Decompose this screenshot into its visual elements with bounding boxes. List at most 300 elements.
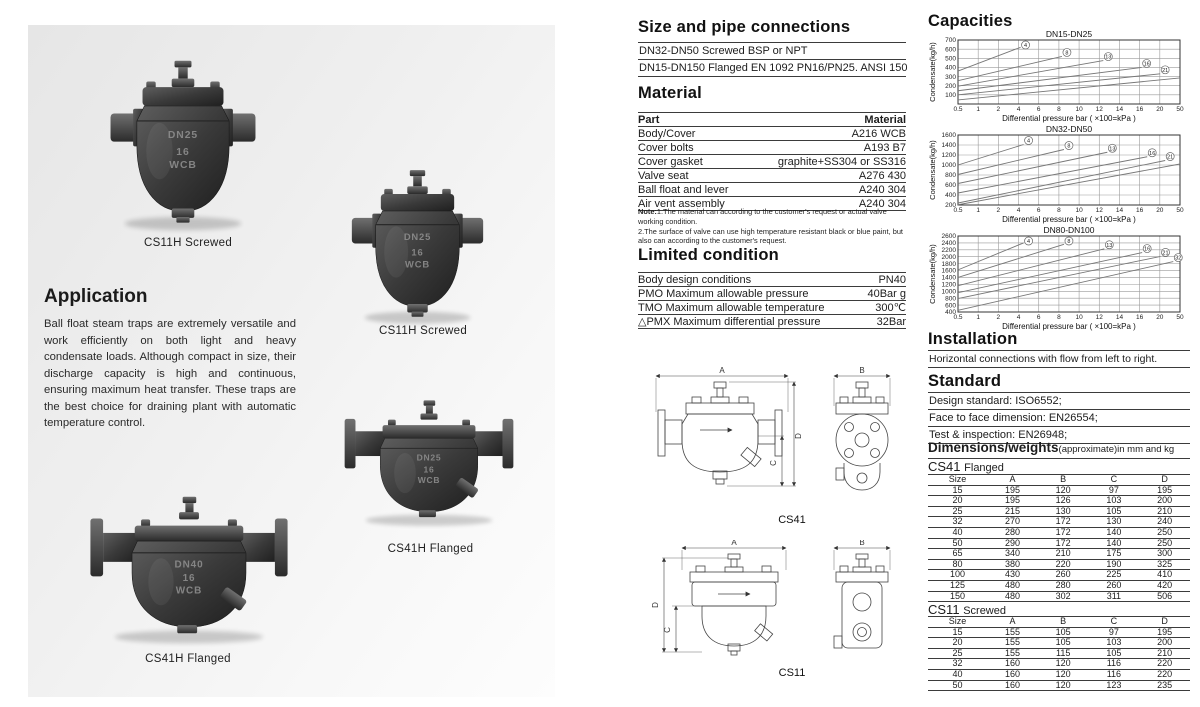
row-label: Cover gasket bbox=[638, 155, 703, 168]
svg-text:2: 2 bbox=[996, 207, 1001, 214]
table-type: Flanged bbox=[964, 462, 1004, 474]
row-value: 300℃ bbox=[875, 302, 906, 314]
row-value: 32Bar bbox=[876, 315, 906, 328]
table-row bbox=[928, 680, 1190, 691]
row-value: A276 430 bbox=[858, 169, 906, 182]
svg-text:50: 50 bbox=[1176, 314, 1184, 321]
svg-text:0.5: 0.5 bbox=[953, 314, 963, 321]
dimension-table-cs41 bbox=[928, 474, 1190, 602]
material-col-part: Part bbox=[638, 113, 660, 126]
row-label: Body/Cover bbox=[638, 127, 696, 140]
list-item: DN15-DN150 Flanged EN 1092 PN16/PN25. ANSI 150 bbox=[638, 60, 906, 77]
casting-text: DN25 bbox=[167, 129, 199, 141]
table-cell: 105 bbox=[1038, 638, 1089, 649]
casting-text: WCB bbox=[175, 585, 203, 597]
table-row bbox=[928, 538, 1190, 549]
table-row bbox=[638, 169, 906, 183]
table-row bbox=[638, 141, 906, 155]
table-row bbox=[928, 627, 1190, 638]
table-row bbox=[928, 580, 1190, 591]
middle-column bbox=[638, 0, 906, 707]
svg-text:1000: 1000 bbox=[941, 288, 956, 296]
row-value: A193 B7 bbox=[863, 141, 906, 154]
column-header: Size bbox=[928, 475, 987, 486]
section-title-installation: Installation bbox=[928, 330, 1018, 348]
material-table-header bbox=[638, 112, 906, 127]
technical-drawing-cs41 bbox=[638, 366, 906, 512]
table-cell: 172 bbox=[1038, 527, 1089, 538]
table-cell: 50 bbox=[928, 538, 987, 549]
table-row bbox=[638, 315, 906, 329]
svg-text:DN80-DN100: DN80-DN100 bbox=[1043, 225, 1095, 235]
capacity-chart-dn15-dn25 bbox=[928, 29, 1186, 128]
table-cell: 123 bbox=[1089, 680, 1140, 691]
table-cell: 105 bbox=[1089, 506, 1140, 517]
table-row bbox=[638, 183, 906, 197]
size-connections-list bbox=[638, 42, 906, 77]
table-cell: 480 bbox=[987, 580, 1038, 591]
svg-text:2000: 2000 bbox=[941, 253, 956, 261]
table-row bbox=[638, 301, 906, 315]
svg-text:8: 8 bbox=[1057, 106, 1061, 113]
svg-text:B: B bbox=[859, 366, 865, 375]
table-cell: 155 bbox=[987, 638, 1038, 649]
table-row bbox=[638, 155, 906, 169]
table-cell: 260 bbox=[1089, 580, 1140, 591]
table-cell: 420 bbox=[1139, 580, 1190, 591]
svg-text:4: 4 bbox=[1027, 138, 1031, 145]
capacity-chart-svg bbox=[928, 225, 1186, 331]
capacity-chart-dn80-dn100 bbox=[928, 225, 1186, 336]
product-photo-panel bbox=[28, 25, 555, 697]
table-cell: 250 bbox=[1139, 527, 1190, 538]
row-label: TMO Maximum allowable temperature bbox=[638, 301, 825, 314]
svg-text:Condensate(kg/h): Condensate(kg/h) bbox=[928, 140, 937, 200]
svg-text:2: 2 bbox=[996, 314, 1001, 321]
section-title-limited: Limited condition bbox=[638, 246, 779, 264]
svg-text:2: 2 bbox=[996, 106, 1001, 113]
table-cell: 220 bbox=[1038, 559, 1089, 570]
table-cell: 103 bbox=[1089, 638, 1140, 649]
row-value: PN40 bbox=[878, 273, 906, 286]
row-label: △PMX Maximum differential pressure bbox=[638, 316, 821, 328]
table-cell: 32 bbox=[928, 517, 987, 528]
section-title-standard: Standard bbox=[928, 372, 1002, 390]
svg-text:DN32-DN50: DN32-DN50 bbox=[1045, 124, 1093, 134]
table-cell: 65 bbox=[928, 549, 987, 560]
product-photo-cs41h-flanged-2 bbox=[85, 493, 293, 647]
svg-text:Differential pressure bar ( ×1: Differential pressure bar ( ×100=kPa ) bbox=[1002, 322, 1136, 331]
table-cell: 155 bbox=[987, 648, 1038, 659]
table-cell: 190 bbox=[1089, 559, 1140, 570]
table-cell: 220 bbox=[1139, 659, 1190, 670]
casting-text: WCB bbox=[405, 259, 430, 270]
svg-text:16: 16 bbox=[1136, 106, 1144, 113]
svg-text:1200: 1200 bbox=[941, 281, 956, 289]
technical-drawing-cs11 bbox=[638, 540, 906, 664]
table-cell: 195 bbox=[1139, 485, 1190, 496]
installation-row bbox=[928, 350, 1190, 368]
note-line: 2.The surface of valve can use high temperature resistant black or blue paint, but also can according to the customer's request. bbox=[638, 226, 903, 246]
dimension-table bbox=[928, 474, 1190, 602]
casting-text: DN25 bbox=[416, 452, 442, 463]
table-header-row bbox=[928, 475, 1190, 486]
table-cell: 40 bbox=[928, 669, 987, 680]
row-value: 40Bar g bbox=[867, 287, 906, 300]
table-type: Screwed bbox=[963, 605, 1006, 617]
table-cell: 116 bbox=[1089, 669, 1140, 680]
svg-text:Differential pressure bar ( ×1: Differential pressure bar ( ×100=kPa ) bbox=[1002, 215, 1136, 224]
table-cell: 172 bbox=[1038, 538, 1089, 549]
table-cell: 150 bbox=[928, 591, 987, 602]
table-row bbox=[928, 638, 1190, 649]
table-cell: 50 bbox=[928, 680, 987, 691]
table-cell: 160 bbox=[987, 659, 1038, 670]
table-cell: 130 bbox=[1038, 506, 1089, 517]
note-line: 1.The material can according to the customer's request or actual valve working condition. bbox=[638, 207, 887, 226]
dimensions-suffix: (approximate)in mm and kg bbox=[1058, 444, 1175, 455]
casting-text: 16 bbox=[411, 247, 424, 258]
table-cell: 240 bbox=[1139, 517, 1190, 528]
svg-text:16: 16 bbox=[1144, 246, 1151, 253]
table-cell: 430 bbox=[987, 570, 1038, 581]
svg-text:14: 14 bbox=[1115, 207, 1124, 214]
installation-text: Horizontal connections with flow from left to right. bbox=[928, 351, 1190, 368]
product-photo-cs41h-flanged-1 bbox=[340, 397, 518, 529]
table-cell: 120 bbox=[1038, 680, 1089, 691]
svg-text:D: D bbox=[794, 433, 803, 439]
capacity-chart-svg bbox=[928, 124, 1186, 224]
table-cell: 175 bbox=[1089, 549, 1140, 560]
table-cell: 225 bbox=[1089, 570, 1140, 581]
svg-text:50: 50 bbox=[1176, 106, 1184, 113]
column-header: B bbox=[1038, 475, 1089, 486]
list-item: Test & inspection: EN26948; bbox=[928, 427, 1190, 444]
svg-text:700: 700 bbox=[945, 37, 956, 45]
table-cell: 215 bbox=[987, 506, 1038, 517]
table-row bbox=[928, 648, 1190, 659]
column-header: D bbox=[1139, 617, 1190, 628]
table-row bbox=[928, 527, 1190, 538]
table-cell: 97 bbox=[1089, 485, 1140, 496]
column-header: C bbox=[1089, 617, 1140, 628]
svg-text:2400: 2400 bbox=[941, 240, 956, 248]
material-rows bbox=[638, 127, 906, 211]
table-cell: 410 bbox=[1139, 570, 1190, 581]
svg-text:12: 12 bbox=[1095, 314, 1103, 321]
svg-text:4: 4 bbox=[1027, 239, 1031, 245]
table-cell: 20 bbox=[928, 496, 987, 507]
photo-caption: CS11H Screwed bbox=[378, 325, 468, 337]
table-cell: 120 bbox=[1038, 669, 1089, 680]
table-row bbox=[928, 506, 1190, 517]
svg-text:1800: 1800 bbox=[941, 260, 956, 268]
row-value: A240 304 bbox=[858, 197, 906, 210]
svg-text:400: 400 bbox=[945, 64, 956, 72]
table-cell: 270 bbox=[987, 517, 1038, 528]
svg-text:0.5: 0.5 bbox=[953, 106, 963, 113]
svg-text:21: 21 bbox=[1162, 250, 1169, 257]
svg-text:C: C bbox=[769, 460, 778, 466]
column-header: A bbox=[987, 475, 1038, 486]
table-cell: 235 bbox=[1139, 680, 1190, 691]
table-cell: 300 bbox=[1139, 549, 1190, 560]
svg-text:1: 1 bbox=[976, 314, 980, 321]
dimension-table bbox=[928, 616, 1190, 691]
table-row bbox=[638, 273, 906, 287]
table-row bbox=[638, 127, 906, 141]
application-body: Ball float steam traps are extremely versatile and work efficiently on both light and heavy condensate loads. Although compact in size, their discharge capacity is high and continuous, ensuring maximum heat transfer. These traps are the best choice for draining plant with automatic temperature control. bbox=[44, 318, 296, 429]
svg-text:14: 14 bbox=[1115, 314, 1124, 321]
table-cell: 506 bbox=[1139, 591, 1190, 602]
svg-text:1400: 1400 bbox=[941, 274, 956, 282]
table-cell: 97 bbox=[1089, 627, 1140, 638]
svg-text:16: 16 bbox=[1136, 314, 1144, 321]
section-title-size: Size and pipe connections bbox=[638, 18, 851, 36]
svg-text:400: 400 bbox=[945, 192, 956, 200]
svg-text:12: 12 bbox=[1095, 106, 1103, 113]
casting-text: 16 bbox=[176, 146, 190, 158]
material-col-material: Material bbox=[864, 113, 906, 126]
svg-text:6: 6 bbox=[1036, 106, 1041, 113]
table-header-row bbox=[928, 617, 1190, 628]
column-header: Size bbox=[928, 617, 987, 628]
svg-text:32: 32 bbox=[1175, 255, 1182, 262]
column-header: C bbox=[1089, 475, 1140, 486]
list-item: DN32-DN50 Screwed BSP or NPT bbox=[638, 43, 906, 60]
svg-text:21: 21 bbox=[1162, 67, 1169, 74]
svg-text:Differential pressure bar ( ×1: Differential pressure bar ( ×100=kPa ) bbox=[1002, 114, 1136, 123]
svg-text:1600: 1600 bbox=[941, 132, 956, 140]
table-cell: 210 bbox=[1139, 648, 1190, 659]
table-cell: 25 bbox=[928, 506, 987, 517]
standard-rows bbox=[928, 392, 1190, 444]
svg-text:8: 8 bbox=[1057, 207, 1061, 214]
svg-text:1600: 1600 bbox=[941, 267, 956, 275]
table-cell: 340 bbox=[987, 549, 1038, 560]
svg-text:DN15-DN25: DN15-DN25 bbox=[1045, 29, 1093, 39]
table-row bbox=[638, 287, 906, 301]
table-cell: 195 bbox=[987, 485, 1038, 496]
svg-text:16: 16 bbox=[1143, 61, 1150, 68]
svg-text:200: 200 bbox=[945, 202, 956, 210]
svg-text:1200: 1200 bbox=[941, 152, 956, 160]
dimensions-title: Dimensions/weights bbox=[928, 440, 1059, 455]
table-name: CS11 bbox=[928, 602, 960, 617]
capacity-chart-dn32-dn50 bbox=[928, 124, 1186, 229]
dimension-table-cs11 bbox=[928, 616, 1190, 691]
svg-text:A: A bbox=[719, 366, 725, 375]
svg-text:10: 10 bbox=[1075, 207, 1083, 214]
table-cell: 260 bbox=[1038, 570, 1089, 581]
svg-text:1: 1 bbox=[976, 106, 980, 113]
table-cell: 280 bbox=[987, 527, 1038, 538]
product-photo-cs11h-screwed-1 bbox=[103, 55, 263, 234]
svg-text:14: 14 bbox=[1115, 106, 1124, 113]
table-row bbox=[928, 570, 1190, 581]
table-cell: 125 bbox=[928, 580, 987, 591]
table-name: CS41 bbox=[928, 459, 961, 474]
photo-caption: CS41H Flanged bbox=[387, 543, 474, 555]
table-row bbox=[928, 591, 1190, 602]
row-value: A240 304 bbox=[858, 183, 906, 196]
row-label: Cover bolts bbox=[638, 141, 694, 154]
svg-text:Condensate(kg/h): Condensate(kg/h) bbox=[928, 42, 937, 102]
svg-text:600: 600 bbox=[945, 46, 956, 54]
list-item: Design standard: ISO6552; bbox=[928, 393, 1190, 410]
svg-text:50: 50 bbox=[1176, 207, 1184, 214]
table-cell: 15 bbox=[928, 485, 987, 496]
svg-text:8: 8 bbox=[1067, 239, 1071, 245]
svg-text:10: 10 bbox=[1075, 314, 1083, 321]
svg-text:2200: 2200 bbox=[941, 247, 956, 255]
casting-text: DN40 bbox=[174, 559, 204, 571]
photo-caption: CS11H Screwed bbox=[143, 237, 233, 249]
svg-text:4: 4 bbox=[1016, 314, 1021, 321]
section-title-capacities: Capacities bbox=[928, 12, 1013, 30]
dimensions-heading bbox=[928, 440, 1190, 459]
svg-text:800: 800 bbox=[945, 295, 956, 303]
svg-text:10: 10 bbox=[1075, 106, 1083, 113]
row-label: Ball float and lever bbox=[638, 183, 729, 196]
row-label: PMO Maximum allowable pressure bbox=[638, 287, 809, 300]
svg-text:1000: 1000 bbox=[941, 162, 956, 170]
svg-text:4: 4 bbox=[1016, 106, 1021, 113]
svg-text:20: 20 bbox=[1156, 106, 1164, 113]
svg-text:800: 800 bbox=[945, 172, 956, 180]
svg-text:13: 13 bbox=[1109, 146, 1116, 153]
casting-text: 16 bbox=[182, 572, 196, 584]
svg-text:6: 6 bbox=[1036, 207, 1041, 214]
casting-text: DN25 bbox=[403, 232, 432, 243]
casting-text: WCB bbox=[169, 160, 197, 172]
svg-text:A: A bbox=[731, 540, 737, 547]
table-cell: 15 bbox=[928, 627, 987, 638]
table-cell: 130 bbox=[1089, 517, 1140, 528]
svg-text:0.5: 0.5 bbox=[953, 207, 963, 214]
svg-text:100: 100 bbox=[945, 92, 956, 100]
svg-text:16: 16 bbox=[1149, 150, 1156, 157]
table-cell: 380 bbox=[987, 559, 1038, 570]
application-title: Application bbox=[44, 286, 148, 307]
table-cell: 220 bbox=[1139, 669, 1190, 680]
table-cell: 103 bbox=[1089, 496, 1140, 507]
column-header: B bbox=[1038, 617, 1089, 628]
table-cell: 172 bbox=[1038, 517, 1089, 528]
row-label: Air vent assembly bbox=[638, 197, 725, 210]
table-cell: 105 bbox=[1089, 648, 1140, 659]
table-cell: 140 bbox=[1089, 538, 1140, 549]
material-note bbox=[638, 207, 906, 246]
row-value: A216 WCB bbox=[851, 127, 906, 140]
column-header: D bbox=[1139, 475, 1190, 486]
svg-text:20: 20 bbox=[1156, 314, 1164, 321]
table-row bbox=[928, 485, 1190, 496]
table-cell: 160 bbox=[987, 669, 1038, 680]
svg-text:400: 400 bbox=[945, 309, 956, 317]
table-cell: 200 bbox=[1139, 638, 1190, 649]
table-cell: 210 bbox=[1038, 549, 1089, 560]
row-value: graphite+SS304 or SS316 bbox=[777, 155, 906, 168]
table-cell: 140 bbox=[1089, 527, 1140, 538]
material-table bbox=[638, 112, 906, 211]
svg-text:13: 13 bbox=[1106, 242, 1113, 249]
drawing-label-cs41: CS41 bbox=[778, 514, 806, 526]
table-row bbox=[928, 559, 1190, 570]
capacity-chart-svg bbox=[928, 29, 1186, 123]
svg-text:20: 20 bbox=[1156, 207, 1164, 214]
table-cell: 155 bbox=[987, 627, 1038, 638]
casting-text: WCB bbox=[417, 475, 441, 486]
svg-text:8: 8 bbox=[1057, 314, 1061, 321]
svg-text:600: 600 bbox=[945, 302, 956, 310]
table-cell: 32 bbox=[928, 659, 987, 670]
table-row bbox=[928, 496, 1190, 507]
svg-text:4: 4 bbox=[1016, 207, 1021, 214]
note-label: Note: bbox=[638, 207, 657, 216]
table-cell: 40 bbox=[928, 527, 987, 538]
table-cell: 126 bbox=[1038, 496, 1089, 507]
table-cell: 480 bbox=[987, 591, 1038, 602]
svg-text:C: C bbox=[663, 627, 672, 633]
table-row bbox=[928, 549, 1190, 560]
table-cell: 195 bbox=[1139, 627, 1190, 638]
table-cell: 116 bbox=[1089, 659, 1140, 670]
svg-text:500: 500 bbox=[945, 55, 956, 63]
casting-text: 16 bbox=[423, 464, 435, 475]
svg-text:1400: 1400 bbox=[941, 142, 956, 150]
product-photo-cs11h-screwed-2 bbox=[345, 165, 490, 327]
table-cell: 20 bbox=[928, 638, 987, 649]
svg-text:6: 6 bbox=[1036, 314, 1041, 321]
table-cell: 200 bbox=[1139, 496, 1190, 507]
drawing-label-cs11: CS11 bbox=[778, 667, 806, 679]
svg-text:21: 21 bbox=[1167, 154, 1174, 161]
table-cell: 290 bbox=[987, 538, 1038, 549]
svg-text:1: 1 bbox=[976, 207, 980, 214]
table-row bbox=[928, 659, 1190, 670]
list-item: Face to face dimension: EN26554; bbox=[928, 410, 1190, 427]
svg-text:4: 4 bbox=[1024, 43, 1028, 49]
table-cell: 195 bbox=[987, 496, 1038, 507]
table-cell: 100 bbox=[928, 570, 987, 581]
table-cell: 250 bbox=[1139, 538, 1190, 549]
svg-text:300: 300 bbox=[945, 73, 956, 81]
table-cell: 25 bbox=[928, 648, 987, 659]
table-cell: 302 bbox=[1038, 591, 1089, 602]
photo-caption: CS41H Flanged bbox=[145, 653, 231, 665]
table-cell: 210 bbox=[1139, 506, 1190, 517]
column-header: A bbox=[987, 617, 1038, 628]
table-cell: 80 bbox=[928, 559, 987, 570]
svg-text:B: B bbox=[859, 540, 865, 547]
section-title-material: Material bbox=[638, 84, 702, 102]
table-cell: 311 bbox=[1089, 591, 1140, 602]
svg-text:2600: 2600 bbox=[941, 233, 956, 241]
svg-text:600: 600 bbox=[945, 182, 956, 190]
table-cell: 115 bbox=[1038, 648, 1089, 659]
table-row bbox=[928, 517, 1190, 528]
svg-text:13: 13 bbox=[1105, 54, 1112, 61]
svg-text:Condensate(kg/h): Condensate(kg/h) bbox=[928, 244, 937, 304]
table-cell: 160 bbox=[987, 680, 1038, 691]
table-cell: 105 bbox=[1038, 627, 1089, 638]
svg-text:8: 8 bbox=[1065, 50, 1069, 57]
svg-text:8: 8 bbox=[1067, 143, 1071, 150]
limited-condition-rows bbox=[638, 272, 906, 329]
table-cell: 325 bbox=[1139, 559, 1190, 570]
table-caption-cs11 bbox=[928, 602, 1006, 617]
